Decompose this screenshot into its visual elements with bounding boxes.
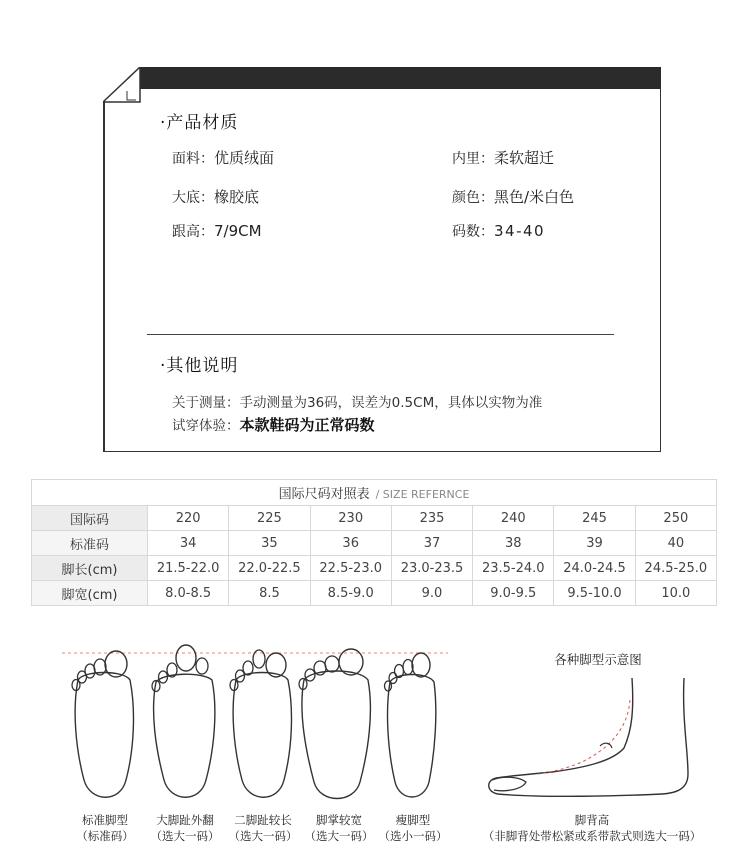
size-chart-table: [31, 479, 717, 606]
instep-advice: （非脚背处带松紧或系带款式则选大一码）: [482, 829, 702, 843]
notes-section-title: ·其他说明: [160, 356, 239, 376]
table-cell: 225: [229, 506, 310, 531]
long-second-toe-foot-icon: [222, 640, 304, 812]
row-label: 国际码: [32, 506, 148, 531]
table-cell: 8.0-8.5: [148, 581, 229, 606]
table-cell: 8.5: [229, 581, 310, 606]
slim-foot-icon: [372, 640, 454, 812]
table-cell: 35: [229, 531, 310, 556]
foot-type-standard: [60, 812, 150, 844]
table-cell: 8.5-9.0: [310, 581, 391, 606]
table-cell: 34: [148, 531, 229, 556]
table-caption-cn: 国际尺码对照表: [278, 487, 370, 502]
standard-foot-icon: [64, 640, 146, 812]
fabric-value: 优质绒面: [214, 149, 275, 167]
table-cell: 23.5-24.0: [473, 556, 554, 581]
foot-type-name: 瘦脚型: [395, 813, 431, 827]
material-row-sole: [172, 186, 259, 207]
folded-corner-icon: [103, 67, 143, 103]
table-cell: 235: [391, 506, 472, 531]
fit-label: 试穿体验：: [172, 418, 240, 434]
measure-text: 手动测量为36码，误差为0.5CM，具体以实物为准: [239, 395, 543, 411]
card-left-border: [103, 101, 105, 452]
foot-type-high-instep: [462, 812, 722, 844]
sole-label: 大底：: [172, 190, 214, 206]
foot-type-advice: （选大一码）: [228, 829, 298, 843]
lining-label: 内里：: [452, 151, 494, 167]
high-instep-foot-icon: [482, 670, 722, 800]
table-cell: 240: [473, 506, 554, 531]
fabric-label: 面料：: [172, 151, 214, 167]
table-cell: 9.0-9.5: [473, 581, 554, 606]
measure-note: [172, 391, 542, 411]
table-cell: 22.0-22.5: [229, 556, 310, 581]
sole-value: 橡胶底: [214, 188, 260, 206]
lining-value: 柔软超迁: [494, 149, 555, 167]
heel-label: 跟高：: [172, 224, 214, 240]
table-cell: 220: [148, 506, 229, 531]
card-top-bar: [140, 67, 661, 89]
table-row-international: [32, 506, 717, 531]
table-row-standard: [32, 531, 717, 556]
table-cell: 22.5-23.0: [310, 556, 391, 581]
material-row-lining: [452, 147, 554, 168]
foot-type-bunion: [140, 812, 230, 844]
color-value: 黑色/米白色: [494, 188, 575, 206]
foot-type-slim: [368, 812, 458, 844]
table-caption: [32, 480, 717, 506]
material-row-size: [452, 221, 545, 241]
table-cell: 21.5-22.0: [148, 556, 229, 581]
table-cell: 37: [391, 531, 472, 556]
table-cell: 230: [310, 506, 391, 531]
heel-value: 7/9CM: [214, 222, 262, 240]
material-row-color: [452, 186, 574, 207]
table-cell: 9.5-10.0: [554, 581, 635, 606]
material-row-heel: [172, 221, 262, 241]
table-cell: 9.0: [391, 581, 472, 606]
table-caption-en: / SIZE REFERNCE: [375, 488, 470, 501]
foot-type-advice: （选大一码）: [304, 829, 374, 843]
table-cell: 23.0-23.5: [391, 556, 472, 581]
bunion-foot-icon: [144, 640, 226, 812]
table-cell: 24.5-25.0: [635, 556, 716, 581]
foot-type-advice: （标准码）: [76, 829, 134, 843]
table-row-foot-width: [32, 581, 717, 606]
table-cell: 10.0: [635, 581, 716, 606]
foot-type-advice: （选小一码）: [378, 829, 448, 843]
color-label: 颜色：: [452, 190, 494, 206]
row-label: 脚宽(cm): [32, 581, 148, 606]
foot-type-name: 脚掌较宽: [316, 813, 362, 827]
foot-type-name: 标准脚型: [82, 813, 128, 827]
material-row-fabric: [172, 147, 274, 168]
table-cell: 24.0-24.5: [554, 556, 635, 581]
foot-type-name: 二脚趾较长: [234, 813, 292, 827]
fit-note: [172, 414, 375, 435]
table-cell: 38: [473, 531, 554, 556]
table-cell: 245: [554, 506, 635, 531]
size-label: 码数：: [452, 224, 494, 240]
diagram-title: 各种脚型示意图: [554, 652, 642, 667]
foot-type-name: 大脚趾外翻: [156, 813, 214, 827]
foot-type-advice: （选大一码）: [150, 829, 220, 843]
table-cell: 39: [554, 531, 635, 556]
table-cell: 250: [635, 506, 716, 531]
measure-label: 关于测量：: [172, 395, 240, 411]
section-divider: [147, 334, 614, 335]
row-label: 标准码: [32, 531, 148, 556]
material-section-title: ·产品材质: [160, 113, 239, 133]
size-value: 34-40: [494, 222, 546, 240]
table-cell: 36: [310, 531, 391, 556]
table-row-foot-length: [32, 556, 717, 581]
table-cell: 40: [635, 531, 716, 556]
wide-foot-icon: [296, 640, 378, 812]
instep-name: 脚背高: [574, 813, 610, 827]
fit-text: 本款鞋码为正常码数: [239, 416, 375, 434]
row-label: 脚长(cm): [32, 556, 148, 581]
